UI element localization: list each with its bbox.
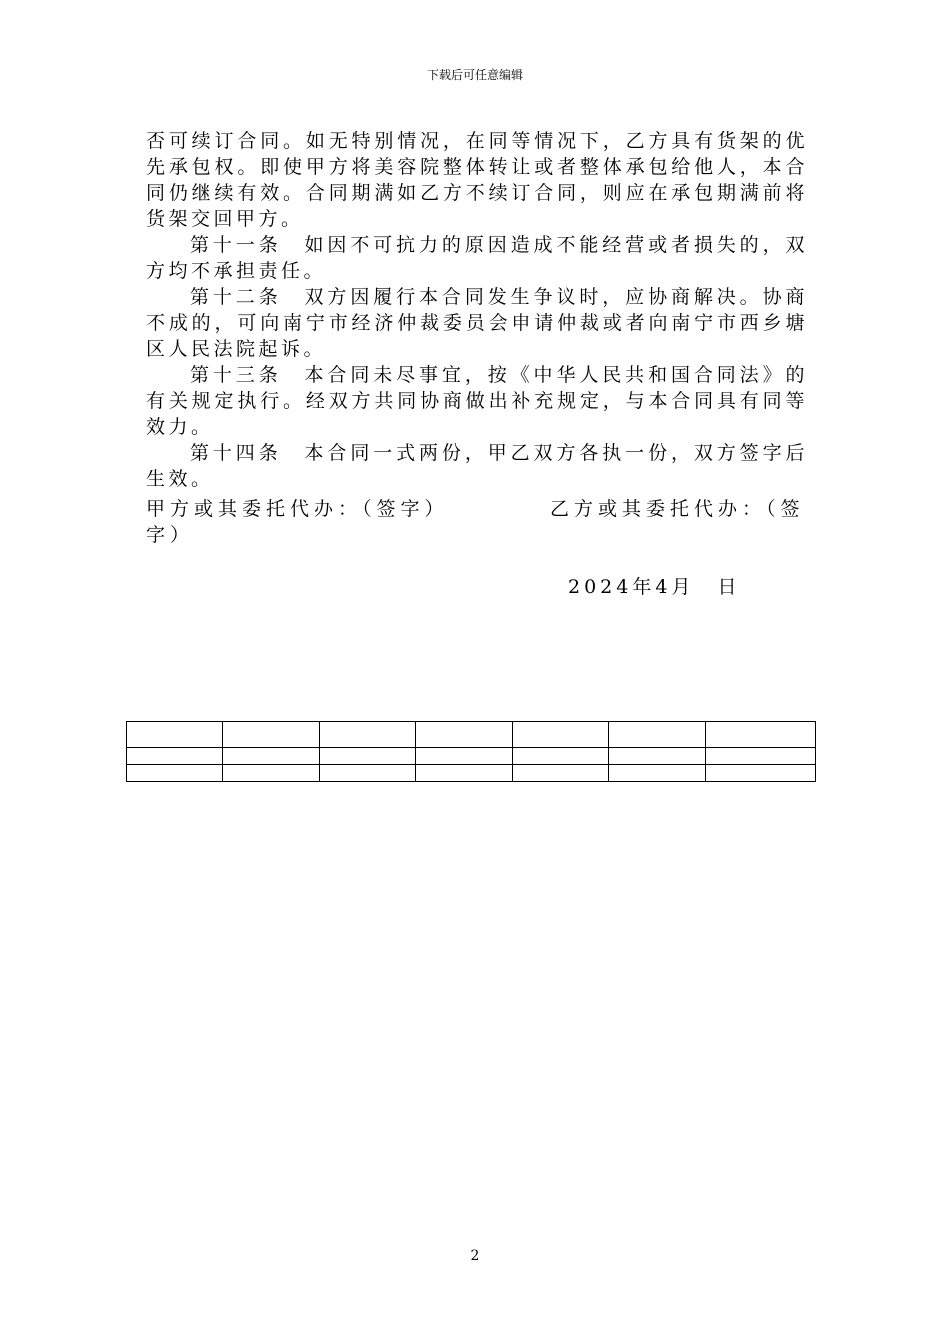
- table-cell: [319, 765, 415, 782]
- table-cell: [609, 722, 705, 748]
- article-12: 第十二条 双方因履行本合同发生争议时，应协商解决。协商不成的，可向南宁市经济仲裁委员会申请仲裁或者向南宁市西乡塘区人民法院起诉。: [146, 286, 808, 360]
- table-row: [127, 748, 816, 765]
- table-cell: [416, 722, 512, 748]
- table-cell: [705, 765, 815, 782]
- article-13: 第十三条 本合同未尽事宜，按《中华人民共和国合同法》的有关规定执行。经双方共同协商做出补充规定，与本合同具有同等效力。: [146, 364, 808, 438]
- table-cell: [127, 722, 223, 748]
- contract-date: 2024年4月 日: [568, 576, 741, 598]
- table-cell: [127, 748, 223, 765]
- table-row: [127, 765, 816, 782]
- article-11: 第十一条 如因不可抗力的原因造成不能经营或者损失的，双方均不承担责任。: [146, 234, 808, 282]
- party-b-signature-wrap: 字）: [146, 524, 195, 546]
- party-a-signature: 甲方或其委托代办：（签字）: [146, 498, 449, 520]
- page-header: 下载后可任意编辑: [426, 68, 523, 82]
- table-cell: [512, 765, 608, 782]
- contract-body: [146, 128, 808, 492]
- table-cell: [609, 765, 705, 782]
- page-number: 2: [470, 1248, 480, 1264]
- table-cell: [512, 748, 608, 765]
- table-cell: [223, 722, 319, 748]
- table-cell: [512, 722, 608, 748]
- table-cell: [223, 765, 319, 782]
- table-cell: [609, 748, 705, 765]
- table-cell: [319, 748, 415, 765]
- paragraph-continuation: 否可续订合同。如无特别情况，在同等情况下，乙方具有货架的优先承包权。即使甲方将美容院整体转让或者整体承包给他人，本合同仍继续有效。合同期满如乙方不续订合同，则应在承包期满前将货架交回甲方。: [146, 130, 808, 230]
- table-cell: [223, 748, 319, 765]
- table-cell: [705, 722, 815, 748]
- table-cell: [416, 765, 512, 782]
- party-b-signature: 乙方或其委托代办：（签: [550, 498, 805, 520]
- blank-table: [126, 721, 816, 782]
- table-row: [127, 722, 816, 748]
- table-cell: [705, 748, 815, 765]
- table-cell: [319, 722, 415, 748]
- article-14: 第十四条 本合同一式两份，甲乙双方各执一份，双方签字后生效。: [146, 442, 808, 490]
- table-cell: [127, 765, 223, 782]
- table-cell: [416, 748, 512, 765]
